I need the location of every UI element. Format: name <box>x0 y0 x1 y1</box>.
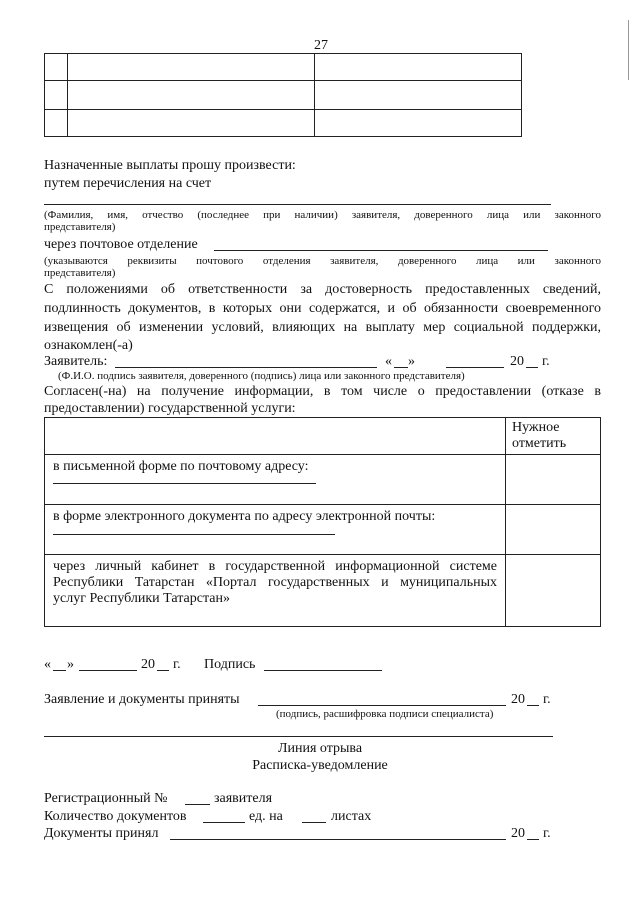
applicant-quote-close: » <box>408 354 415 369</box>
accepted-year-field[interactable] <box>527 705 539 706</box>
table-row <box>45 555 601 627</box>
sign-day-field[interactable] <box>53 670 66 671</box>
accepted-year-suffix: г. <box>543 692 551 707</box>
hint-post-cont: представителя) <box>44 267 116 279</box>
account-holder-field[interactable] <box>44 204 551 205</box>
receipt-year-field[interactable] <box>527 839 539 840</box>
page-number: 27 <box>314 38 328 53</box>
receipt-title: Расписка-уведомление <box>252 758 388 773</box>
receipt-year-prefix: 20 <box>511 826 525 841</box>
reg-number-field[interactable] <box>185 804 210 805</box>
option-postal-label: в письменной форме по почтовому адресу: <box>53 459 309 474</box>
sign-quote-close: » <box>67 657 74 672</box>
scan-edge <box>628 20 629 80</box>
responsibility-line-3: извещения об изменении условий, влияющих на выплату мер социальной поддержки, <box>44 320 601 335</box>
header-mark-label-2: отметить <box>512 436 567 451</box>
consent-line-1: Согласен(-на) на получение информации, в том числе о предоставлении (отказе в <box>44 384 601 399</box>
responsibility-line-2: подлинность документов, в которых они содержатся, и об обязанности своевременного <box>44 301 601 316</box>
applicant-year-suffix: г. <box>542 354 550 369</box>
applicant-quote-open: « <box>385 354 392 369</box>
accepted-label: Заявление и документы приняты <box>44 692 240 707</box>
tear-label: Линия отрыва <box>277 741 363 756</box>
applicant-year-field[interactable] <box>526 367 538 368</box>
sign-year-suffix: г. <box>173 657 181 672</box>
doc-count-mid: ед. на <box>249 809 283 824</box>
hint-post: (указываются реквизиты почтового отделения заявителя, доверенного лица или законного <box>44 255 601 267</box>
applicant-label: Заявитель: <box>44 354 108 369</box>
option-email-label: в форме электронного документа по адресу электронной почты: <box>53 509 436 524</box>
responsibility-line-1: С положениями об ответственности за достоверность предоставленных сведений, <box>44 282 601 297</box>
option-email-checkbox[interactable] <box>506 505 601 555</box>
accepted-hint: (подпись, расшифровка подписи специалиста) <box>276 708 494 720</box>
option-postal-checkbox[interactable] <box>506 455 601 505</box>
table-row <box>45 54 522 81</box>
applicant-year-prefix: 20 <box>510 354 524 369</box>
sign-year-prefix: 20 <box>141 657 155 672</box>
applicant-signature-field[interactable] <box>115 367 377 368</box>
sheet-count-field[interactable] <box>302 822 326 823</box>
doc-count-suffix: листах <box>331 809 372 824</box>
option-portal-checkbox[interactable] <box>506 555 601 627</box>
sign-label: Подпись <box>204 657 256 672</box>
responsibility-line-4: ознакомлен(-а) <box>44 338 133 353</box>
table-row <box>45 81 522 110</box>
docs-accepted-field[interactable] <box>170 839 506 840</box>
reg-number-suffix: заявителя <box>214 791 273 806</box>
docs-accepted-label: Документы принял <box>44 826 159 841</box>
option-portal-line-3: услуг Республики Татарстан» <box>53 591 230 606</box>
header-mark-label-1: Нужное <box>512 420 560 435</box>
sign-quote-open: « <box>44 657 51 672</box>
receipt-year-suffix: г. <box>543 826 551 841</box>
post-office-label: через почтовое отделение <box>44 237 198 252</box>
doc-count-label: Количество документов <box>44 809 187 824</box>
sign-field[interactable] <box>264 670 382 671</box>
postal-address-field[interactable] <box>53 483 316 484</box>
applicant-hint: (Ф.И.О. подпись заявителя, доверенного (подпись) лица или законного представителя) <box>58 370 465 382</box>
table-row <box>45 110 522 137</box>
email-address-field[interactable] <box>53 534 335 535</box>
consent-line-2: предоставлении) государственной услуги: <box>44 401 296 416</box>
accepted-year-prefix: 20 <box>511 692 525 707</box>
table-row <box>45 455 601 505</box>
payment-account-label: путем перечисления на счет <box>44 176 212 191</box>
payment-intro: Назначенные выплаты прошу произвести: <box>44 158 296 173</box>
table-row <box>45 505 601 555</box>
tear-line <box>44 736 553 737</box>
accepted-signature-field[interactable] <box>258 705 506 706</box>
sign-year-field[interactable] <box>157 670 169 671</box>
hint-fio-cont: представителя) <box>44 221 116 233</box>
option-portal-line-2: Республики Татарстан «Портал государственных и муниципальных <box>53 575 497 590</box>
notification-options-table <box>44 417 601 627</box>
applicant-month-field[interactable] <box>446 367 504 368</box>
doc-count-field[interactable] <box>203 822 245 823</box>
option-portal-line-1: через личный кабинет в государственной информационной системе <box>53 559 497 574</box>
table-header-row <box>45 418 601 455</box>
sign-month-field[interactable] <box>79 670 137 671</box>
continuation-table <box>44 53 522 137</box>
applicant-day-field[interactable] <box>394 367 408 368</box>
post-office-field[interactable] <box>214 250 548 251</box>
reg-number-label: Регистрационный № <box>44 791 168 806</box>
hint-fio: (Фамилия, имя, отчество (последнее при наличии) заявителя, доверенного лица или законного <box>44 209 601 221</box>
